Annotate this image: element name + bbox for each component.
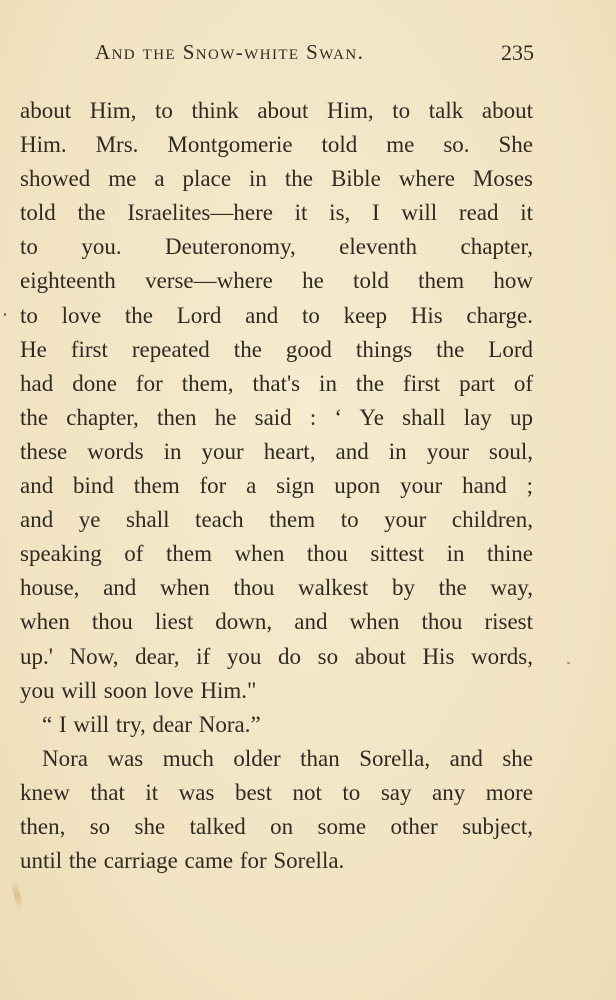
text-line: then, so she talked on some other subject, xyxy=(20,813,533,839)
text-line: about Him, to think about Him, to talk about xyxy=(20,98,533,123)
text-line: knew that it was best not to say any more xyxy=(20,779,533,805)
text-line: up.' Now, dear, if you do so about His words, xyxy=(20,643,533,669)
running-head-title: And the Snow-white Swan. xyxy=(95,40,365,64)
text-line: Nora was much older than Sorella, and she xyxy=(42,745,533,771)
text-line: to love the Lord and to keep His charge. xyxy=(20,302,533,328)
text-line: told the Israelites—here it is, I will read it xyxy=(20,200,533,226)
text-line: and ye shall teach them to your children, xyxy=(20,507,533,533)
text-line: these words in your heart, and in your soul, xyxy=(20,438,533,464)
text-line: when thou liest down, and when thou risest xyxy=(20,609,533,635)
text-line: “ I will try, dear Nora.” xyxy=(42,711,261,737)
text-line: showed me a place in the Bible where Moses xyxy=(20,166,533,192)
margin-speck xyxy=(567,662,570,664)
text-line: had done for them, that's in the first part of xyxy=(20,370,533,396)
text-line: and bind them for a sign upon your hand ; xyxy=(20,473,533,499)
text-line: He first repeated the good things the Lord xyxy=(20,336,533,362)
text-line: Him. Mrs. Montgomerie told me so. She xyxy=(20,132,533,158)
page-number: 235 xyxy=(501,40,534,65)
text-line: eighteenth verse—where he told them how xyxy=(20,268,533,294)
text-line: to you. Deuteronomy, eleventh chapter, xyxy=(20,234,533,260)
text-line: house, and when thou walkest by the way, xyxy=(20,575,533,601)
paper-stain xyxy=(10,880,23,911)
body-text xyxy=(20,94,533,878)
text-line: speaking of them when thou sittest in thine xyxy=(20,541,533,567)
text-line: you will soon love Him." xyxy=(20,677,257,703)
text-line: until the carriage came for Sorella. xyxy=(20,848,345,874)
margin-speck xyxy=(4,313,6,316)
text-line: the chapter, then he said : ‘ Ye shall lay up xyxy=(20,404,533,430)
